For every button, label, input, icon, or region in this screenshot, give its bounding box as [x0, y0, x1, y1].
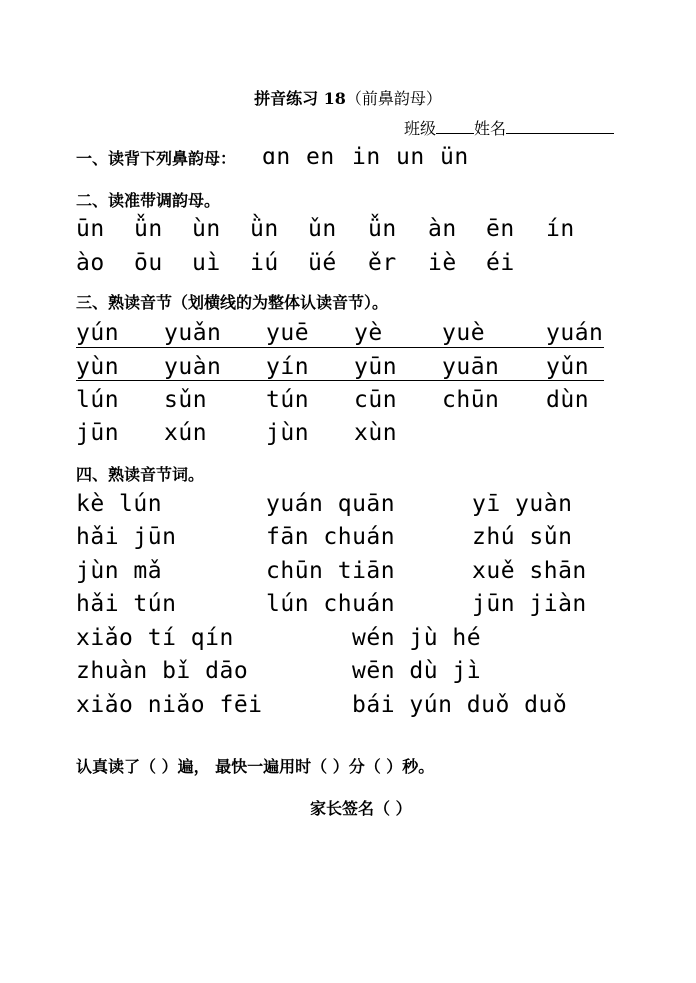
syllable: yuán [546, 320, 604, 346]
tone-final: ùn [192, 216, 221, 242]
syllable: jūn [76, 420, 120, 446]
tone-final: ǚn [368, 216, 397, 242]
syllable: yūn [354, 354, 398, 380]
tone-final: ōu [134, 250, 163, 276]
tone-final: ào [76, 250, 105, 276]
syllable: chūn [442, 387, 500, 413]
syllable: xún [164, 420, 208, 446]
word: yuán quān [266, 491, 396, 517]
syllable: yuàn [164, 354, 222, 380]
word: hǎi tún [76, 591, 177, 617]
section1-heading: 一、读背下列鼻韵母： [76, 149, 237, 168]
section1-item: en [306, 144, 335, 170]
class-name-line [404, 116, 614, 139]
underline-row2 [76, 380, 604, 381]
tone-final: ěr [368, 250, 397, 276]
word: jùn mǎ [76, 558, 163, 584]
title-sub: （前鼻韵母） [345, 89, 442, 108]
section1-item: ün [440, 144, 469, 170]
tone-final: éi [486, 250, 515, 276]
underline-row1 [76, 347, 604, 348]
syllable: cūn [354, 387, 398, 413]
syllable: lún [76, 387, 120, 413]
syllable: yuān [442, 354, 500, 380]
section3-heading: 三、熟读音节（划横线的为整体认读音节）。 [76, 293, 389, 312]
page-title [0, 86, 696, 109]
tone-final: ēn [486, 216, 515, 242]
word: wēn dù jì [352, 658, 482, 684]
syllable: sǔn [164, 387, 208, 413]
word: xiǎo tí qín [76, 625, 234, 651]
word: fān chuán [266, 524, 396, 550]
tone-final: ǚn [134, 216, 163, 242]
word: zhú sǔn [472, 524, 573, 550]
syllable: yè [354, 320, 383, 346]
syllable: yún [76, 320, 120, 346]
class-blank[interactable] [436, 119, 474, 134]
tone-final: iè [428, 250, 457, 276]
word: zhuàn bǐ dāo [76, 658, 249, 684]
syllable: tún [266, 387, 310, 413]
section1-line [76, 146, 236, 169]
parent-signature-line: 家长签名（ ） [310, 799, 412, 818]
name-label: 姓名 [474, 119, 507, 138]
word: xuě shān [472, 558, 587, 584]
tone-final: ín [546, 216, 575, 242]
section1-item: un [396, 144, 425, 170]
syllable: yǔn [546, 354, 590, 380]
word: jūn jiàn [472, 591, 587, 617]
name-blank[interactable] [506, 119, 614, 134]
word: lún chuán [266, 591, 396, 617]
word: hǎi jūn [76, 524, 177, 550]
tone-final: uì [192, 250, 221, 276]
syllable: yuē [266, 320, 310, 346]
tone-final: iú [250, 250, 279, 276]
syllable: dùn [546, 387, 590, 413]
class-label: 班级 [404, 119, 437, 138]
word: wén jù hé [352, 625, 482, 651]
section1-item: ɑn [262, 144, 291, 170]
syllable: yùn [76, 354, 120, 380]
syllable: yín [266, 354, 310, 380]
tone-final: üé [308, 250, 337, 276]
syllable: yuè [442, 320, 486, 346]
tone-final: ūn [76, 216, 105, 242]
syllable: yuǎn [164, 320, 222, 346]
section4-heading: 四、熟读音节词。 [76, 465, 205, 484]
reading-record-line: 认真读了（ ）遍， 最快一遍用时（ ）分（ ）秒。 [76, 757, 435, 776]
word: xiǎo niǎo fēi [76, 692, 263, 718]
section1-item: in [352, 144, 381, 170]
tone-final: ǔn [308, 216, 337, 242]
tone-final: àn [428, 216, 457, 242]
syllable: xùn [354, 420, 398, 446]
syllable: jùn [266, 420, 310, 446]
word: kè lún [76, 491, 163, 517]
tone-final: ǜn [250, 216, 279, 242]
section2-heading: 二、读准带调韵母。 [76, 191, 221, 210]
title-main: 拼音练习 18 [254, 89, 346, 108]
word: bái yún duǒ duǒ [352, 692, 568, 718]
word: yī yuàn [472, 491, 573, 517]
word: chūn tiān [266, 558, 396, 584]
